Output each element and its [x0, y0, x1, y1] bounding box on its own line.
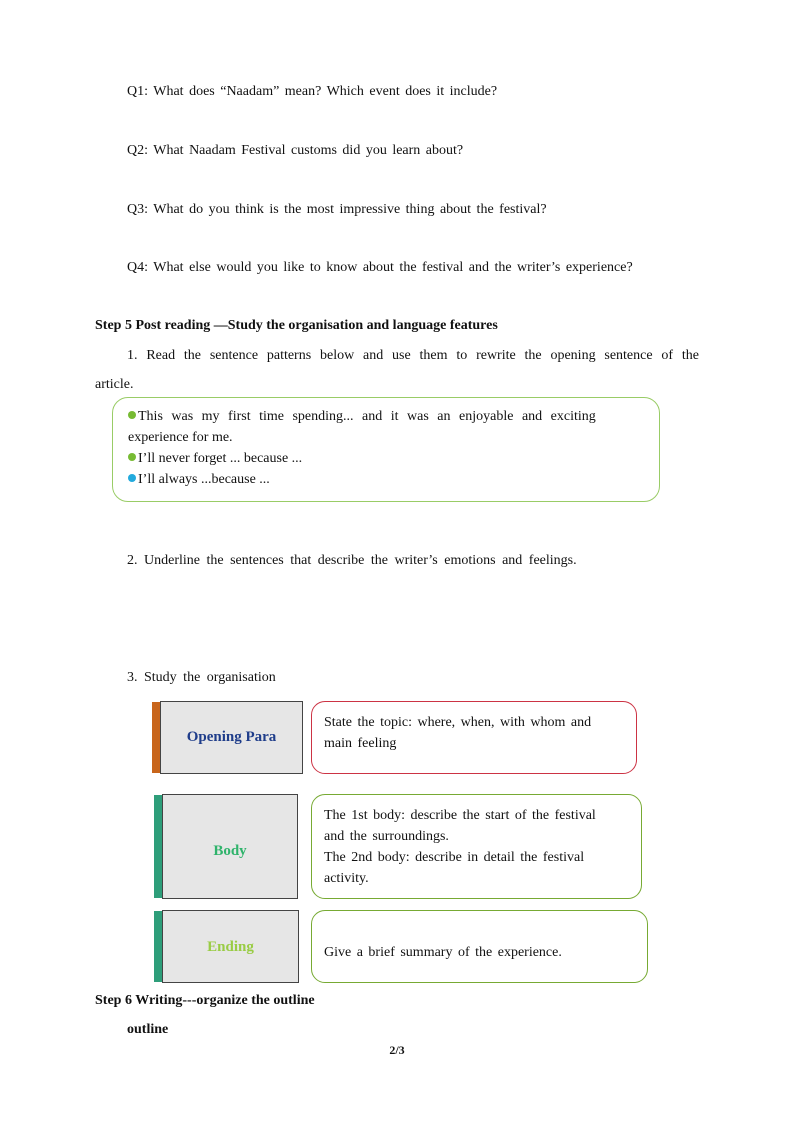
body-line3: The 2nd body: describe in detail the festival: [324, 850, 585, 865]
opening-line2: main feeling: [324, 736, 397, 751]
question-3: Q3: What do you think is the most impressive thing about the festival?: [127, 202, 547, 217]
body-line4: activity.: [324, 871, 369, 886]
step6-outline: outline: [127, 1022, 169, 1037]
question-4: Q4: What else would you like to know about the festival and the writer’s experience?: [127, 260, 633, 275]
body-bar: [154, 795, 162, 898]
question-2: Q2: What Naadam Festival customs did you learn about?: [127, 143, 464, 158]
pattern-2-text: I’ll never forget ... because ...: [138, 451, 303, 466]
step6-heading: Step 6 Writing---organize the outline: [95, 993, 315, 1008]
opening-para-box: [160, 701, 303, 774]
body-box: [162, 794, 298, 899]
page-number: 2/3: [389, 1043, 405, 1057]
green-bullet-icon: [128, 411, 136, 419]
opening-description-box: [311, 701, 637, 774]
pattern-3: [128, 472, 270, 488]
ending-box: [162, 910, 299, 983]
ending-description-box: [311, 910, 648, 983]
pattern-3-text: I’ll always ...because ...: [138, 472, 270, 487]
pattern-2: [128, 451, 302, 467]
step5-item3: 3. Study the organisation: [127, 670, 276, 685]
green-bullet-icon: [128, 453, 136, 461]
opening-line1: State the topic: where, when, with whom and: [324, 715, 592, 730]
body-label: Body: [213, 843, 247, 859]
step5-heading: Step 5 Post reading —Study the organisation and language features: [95, 318, 498, 333]
step5-item2: 2. Underline the sentences that describe the writer’s emotions and feelings.: [127, 553, 577, 568]
body-line2: and the surroundings.: [324, 829, 449, 844]
pattern-1-line2: experience for me.: [128, 430, 233, 445]
ending-bar: [154, 911, 162, 982]
opening-para-label: Opening Para: [186, 729, 277, 745]
step5-item1-line2: article.: [95, 377, 134, 392]
opening-bar: [152, 702, 160, 773]
blue-bullet-icon: [128, 474, 136, 482]
sentence-patterns-box: [112, 397, 660, 502]
pattern-1: [128, 409, 596, 425]
ending-label: Ending: [207, 939, 254, 955]
ending-line1: Give a brief summary of the experience.: [324, 945, 562, 960]
body-line1: The 1st body: describe the start of the festival: [324, 808, 596, 823]
pattern-1-line1: This was my first time spending... and it was an enjoyable and exciting: [138, 409, 596, 424]
step5-item1-line1: 1. Read the sentence patterns below and use them to rewrite the opening sentence of the: [127, 348, 699, 363]
question-1: Q1: What does “Naadam” mean? Which event does it include?: [127, 84, 498, 99]
body-description-box: [311, 794, 642, 899]
